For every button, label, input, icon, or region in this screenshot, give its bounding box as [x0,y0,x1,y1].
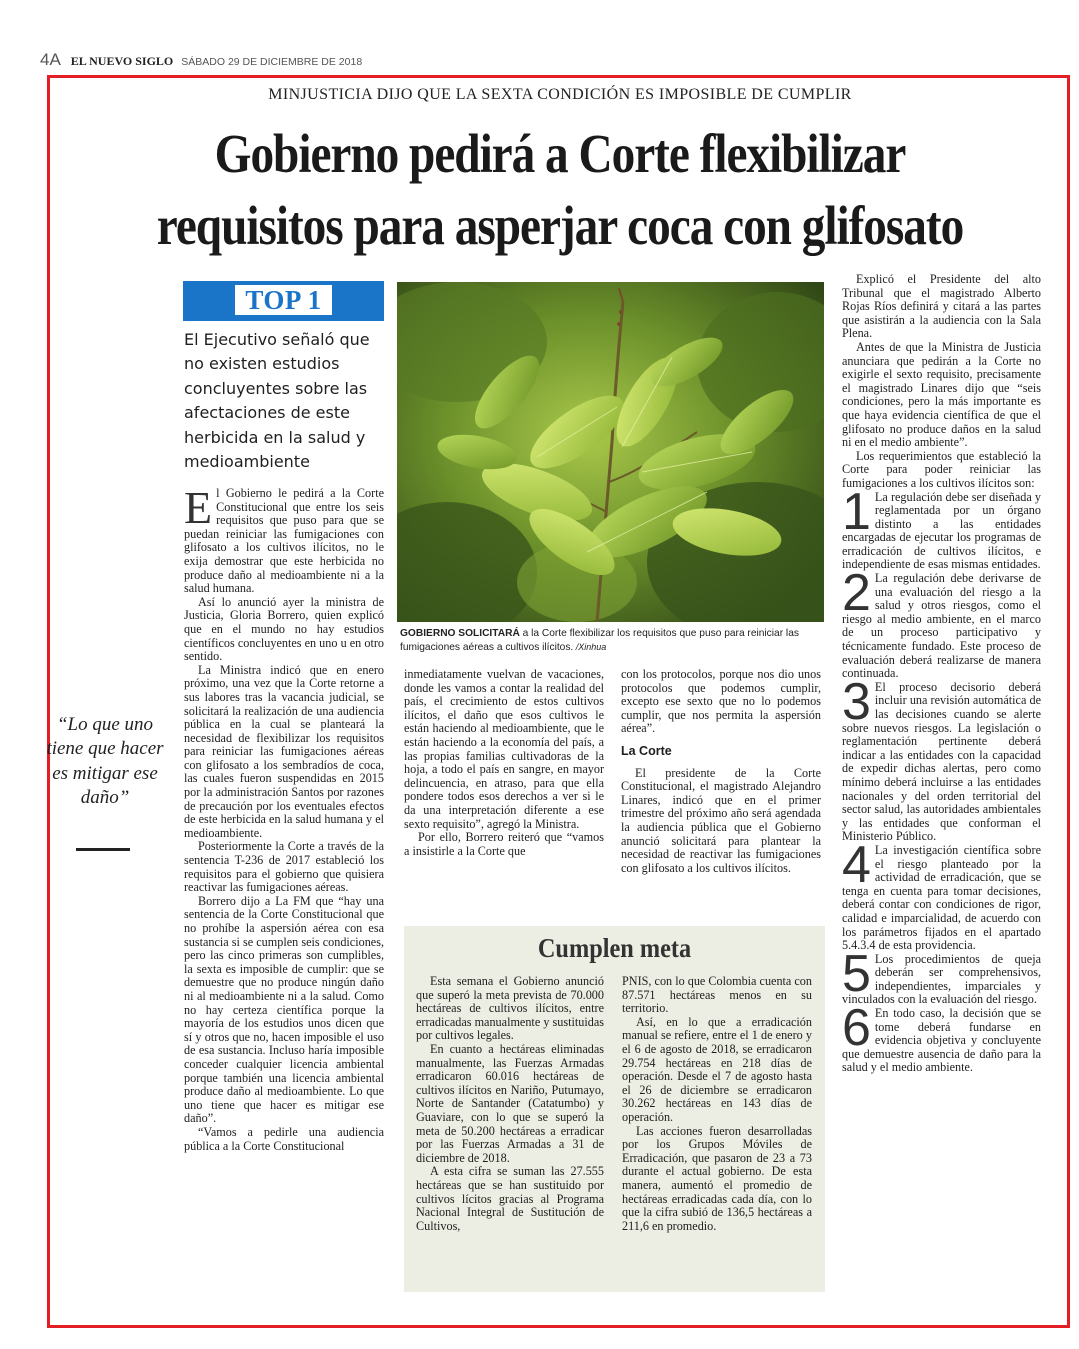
requirement-text: La regulación debe ser diseñada y reglamentada por un órgano distinto a las entidades encargadas de ejecutar los programas de erradicación de cultivos ilícitos, e independiente de esas mismas entidades. [842,489,1041,572]
body-paragraph: Explicó el Presidente del alto Tribunal que el magistrado Alberto Rojas Ríos definirá y citará a las partes que asistirán a la audiencia con la Sala Plena. [842,272,1041,341]
sidebar-paragraph: Esta semana el Gobierno anunció que superó la meta prevista de 70.000 hectáreas de cultivos ilícitos, entre erradicadas manualmente y sustituidas por cultivos legales. [416,974,604,1043]
sidebar-paragraph: A esta cifra se suman las 27.555 hectáreas que se han sustituido por cultivos lícitos gracias al Programa Nacional Integral de Sustitución de Cultivos, [416,1164,604,1233]
body-paragraph: inmediatamente vuelvan de vacaciones, donde les vamos a contar la realidad del país, el crecimiento de estos cultivos ilícitos, el daño que esos cultivos le están haciendo al medioambiente, que le están haciendo a la economía del país, a las propias familias cultivadoras de la hoja, a todo el país en sangre, en mayor delincuencia, en atraso, para que ella pondere todos esos derechos a ver si le da una interpretación diferente a ese sexto requisito”, agregó la Ministra. [404,667,604,831]
body-paragraph: El Gobierno le pedirá a la Corte Constitucional que entre los seis requisitos que puso para que se puedan reiniciar las fumigaciones con glifosato a los cultivos ilícitos, no le exija demostrar que este herbicida no produce daño al medioambiente ni a la salud humana. [184,482,384,596]
caption-text: a la Corte flexibilizar los requisitos que puso para reiniciar las fumigaciones aéreas a cultivos ilícitos. [400,628,799,653]
sidebar-paragraph: Así, en lo que a erradicación manual se refiere, entre el 1 de enero y el 6 de agosto de 2018, se erradicaron 29.754 hectáreas en 218 días de operación. Desde el 7 de agosto hasta el 26 de diciembre se erradicaron 30.262 hectáreas en 143 días de operación. [622,1014,812,1124]
article-deck: El Ejecutivo señaló que no existen estudios concluyentes sobre las afectaciones de este herbicida en la salud y medioambiente [184,330,370,472]
pull-quote: “Lo que uno tiene que hacer es mitigar ese daño” [46,714,164,809]
requirement-text: La investigación científica sobre el riesgo planteado por la actividad de erradicación, que se tenga en cuenta para tomar decisiones, deberá contar con condiciones de rigor, calidad e imparcialidad, de acuerdo con los parámetros fijados en el apartado 5.4.3.4 de esta providencia. [842,842,1041,953]
requirement-item [842,944,1041,1007]
section-subhead: La Corte [621,743,672,758]
requirement-item [842,672,1041,844]
requirement-text: El proceso decisorio deberá incluir una revisión automática de las decisiones cuando se alerte sobre nuevos riesgos. La legislación o reglamentación pertinente deberá indicar a las entidades con la capacidad de expedir dichas alertas, pero como mínimo deberá incluirse a las entidades nacionales y del orden territorial del sector salud, las autoridades ambientales y las entidades que conforman el Ministerio Público. [842,679,1041,844]
headline-line-2: requisitos para asperjar coca con glifosato [156,195,964,256]
body-column-2 [404,668,604,858]
photo-caption [400,627,820,654]
requirement-number: 1 [842,482,871,541]
requirement-item [842,482,1041,573]
page-header [40,50,1040,74]
sidebar-column-1 [416,975,604,1233]
body-paragraph: con los protocolos, porque nos dio unos protocolos que podemos cumplir, excepto ese sexto que no lo podemos cumplir, que nos permita la aspersión aérea”. [621,667,821,736]
body-paragraph: Así lo anunció ayer la ministra de Justicia, Gloria Borrero, quien explicó que en el mundo no hay estudios científicos concluyentes en uno u en otro sentido. [184,594,384,664]
body-paragraph: Los requerimientos que estableció la Corte para poder reiniciar las fumigaciones a los cultivos ilícitos son: [842,448,1041,490]
pull-quote-rule [76,848,130,851]
sidebar-column-2 [622,975,812,1233]
coca-leaves-image [397,282,824,622]
requirement-number: 3 [842,672,871,731]
requirement-number: 4 [842,835,871,894]
body-paragraph: El presidente de la Corte Constitucional, el magistrado Alejandro Linares, indicó que en el primer trimestre del próximo año será agendada la audiencia pública que el Gobierno anunció solicitará para plantear la necesidad de reactivar las fumigaciones con glifosato a los cultivos ilícitos. [621,765,821,875]
coca-plant-photo [397,282,824,622]
article-headline [126,118,995,262]
drop-cap: E [184,482,213,533]
article-kicker: MINJUSTICIA DIJO QUE LA SEXTA CONDICIÓN ES IMPOSIBLE DE CUMPLIR [268,86,852,103]
requirement-text: En todo caso, la decisión que se tome deberá fundarse en evidencia objetiva y concluyente que demuestre ausencia de daño para la salud y el medio ambiente. [842,1006,1041,1075]
page-number: 4A [40,50,61,69]
requirement-number: 2 [842,564,871,623]
body-paragraph: Posteriormente la Corte a través de la sentencia T-236 de 2017 estableció los requisitos para el gobierno que quisiera reactivar las fumigaciones aéreas. [184,839,384,895]
body-paragraph: Borrero dijo a La FM que “hay una sentencia de la Corte Constitucional que no prohíbe la aspersión aérea con esa sustancia si se cumplen seis condiciones, pero las cinco primeras son cumplibles, la sexta es imposible de cumplir: que se demuestre que no produce ningún daño ni al medioambiente ni a la salud. Como no hay certeza científica porque la mayoría de los estudios unos dicen que sí y otros que no, hacen imposible el uso de esa sustancia. Incluso haría imposible conceder cualquier licencia ambiental porque también una licencia ambiental produce daño al medioambiente. Lo que uno tiene que hacer es mitigar ese daño”. [184,893,384,1126]
body-paragraph: Antes de que la Ministra de Justicia anunciara que pedirán a la Corte no exigirle el sexto requisito, precisamente el magistrado Linares dijo que “seis condiciones, pero la más importante es que haya evidencia científica de que el glifosato no produce daños en la salud ni en el medio ambiente”. [842,339,1041,450]
body-paragraph: Por ello, Borrero reiteró que “vamos a insistirle a la Corte que [404,830,604,858]
headline-line-1: Gobierno pedirá a Corte flexibilizar [214,123,906,184]
requirement-item [842,999,1041,1075]
requirement-item [842,835,1041,953]
top-badge-label: TOP 1 [235,285,331,315]
requirement-number: 5 [842,944,871,1003]
requirement-text: La regulación debe derivarse de una evaluación del riesgo a la salud y otros riesgos, como el riesgo al medio ambiente, en el marco de un proceso participativo y técnicamente fundado. Este proceso de evaluación deberá realizarse de manera continuada. [842,571,1041,681]
sidebar-paragraph: PNIS, con lo que Colombia cuenta con 87.571 hectáreas menos en su territorio. [622,974,812,1016]
requirement-number: 6 [842,999,871,1058]
body-paragraph: La Ministra indicó que en enero próximo, una vez que la Corte retorne a sus labores tras la vacancia judicial, se solicitará la realización de una audiencia pública en la cual se planteará la necesidad de flexibilizar los requisitos para reiniciar las fumigaciones aéreas con glifosato a los sembradíos de coca, las cuales fueron suspendidas en 2015 por la administración Santos por razones de precaución por los eventuales efectos de este herbicida en la salud humana y el medioambiente. [184,662,384,840]
sidebar-title: Cumplen meta [537,933,692,963]
photo-credit: /Xinhua [573,641,607,652]
body-column-4 [842,273,1041,1075]
issue-date: SÁBADO 29 DE DICIEMBRE DE 2018 [181,56,363,68]
body-column-1 [184,482,384,1153]
requirement-text: Los procedimientos de queja deberán ser comprehensivos, independientes, imparciales y vinculados con la evaluación del riesgo. [842,951,1041,1007]
requirement-item [842,564,1041,681]
newspaper-name: EL NUEVO SIGLO [70,54,174,68]
top-badge [183,281,384,321]
body-column-3 [621,668,821,875]
body-paragraph: “Vamos a pedirle una audiencia pública a la Corte Constitucional [184,1124,384,1153]
sidebar-paragraph: En cuanto a hectáreas eliminadas manualmente, las Fuerzas Armadas erradicaron 60.016 hectáreas de cultivos ilícitos en Nariño, Putumayo, Norte de Santander (Catatumbo) y Guaviare, con lo que se superó la meta de 50.200 hectáreas a erradicar por las Fuerzas Armadas a 31 de diciembre de 2018. [416,1041,604,1165]
sidebar-paragraph: Las acciones fueron desarrolladas por los Grupos Móviles de Erradicación, que pasaron de 23 a 73 durante el actual gobierno. De esta manera, aumentó el promedio de hectáreas erradicadas cada día, con lo que la cifra subió de 136,5 hectáreas a 211,6 en promedio. [622,1123,812,1233]
caption-lead: GOBIERNO SOLICITARÁ [400,628,520,639]
